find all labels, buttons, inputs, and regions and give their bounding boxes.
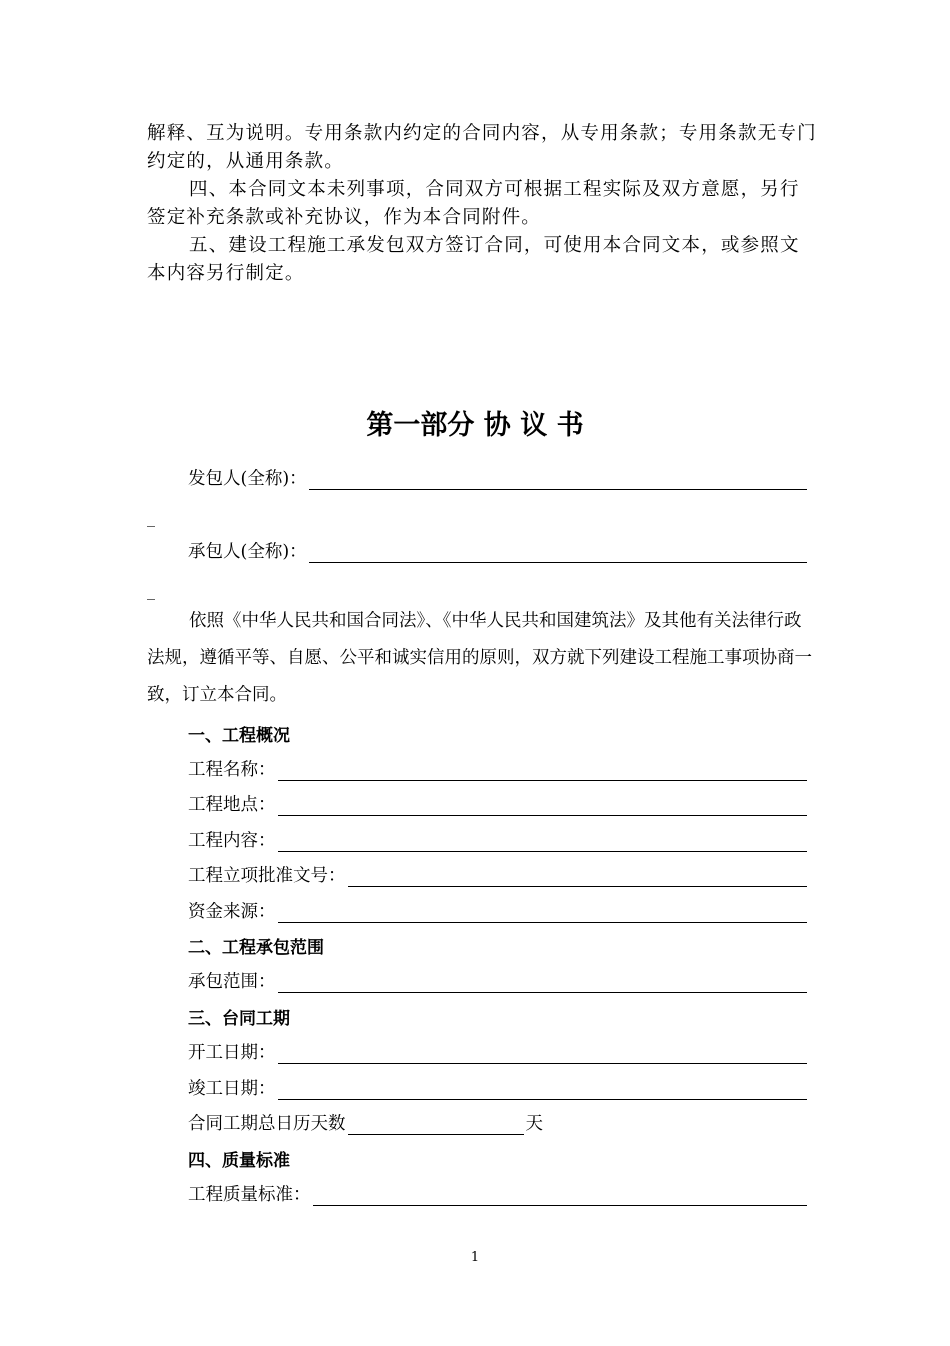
project-name-label: 工程名称： bbox=[188, 760, 276, 780]
total-days-unit: 天 bbox=[525, 1114, 543, 1134]
field-project-location bbox=[188, 791, 807, 816]
page-title-text: 第一部分 协 议 书 bbox=[366, 410, 584, 441]
total-days-label: 合同工期总日历天数 bbox=[188, 1114, 346, 1134]
field-start-date bbox=[188, 1039, 807, 1064]
field-finish-date bbox=[188, 1075, 807, 1100]
contractor-input-line[interactable] bbox=[309, 544, 807, 563]
intro-paragraph-3: 五、建设工程施工承发包双方签订合同，可使用本合同文本，或参照文本内容另行制定。 bbox=[147, 235, 800, 284]
page-number: 1 bbox=[470, 1250, 480, 1265]
quality-standard-line[interactable] bbox=[313, 1187, 808, 1206]
total-days-line[interactable] bbox=[348, 1116, 524, 1135]
section-heading-3: 三、台同工期 bbox=[188, 1009, 290, 1029]
finish-date-line[interactable] bbox=[278, 1081, 808, 1100]
approval-no-label: 工程立项批准文号： bbox=[188, 866, 346, 886]
field-project-name bbox=[188, 756, 807, 781]
employer-input-line[interactable] bbox=[309, 471, 807, 490]
intro-paragraph-2: 四、本合同文本未列事项，合同双方可根据工程实际及双方意愿，另行签定补充条款或补充协议，作为本合同附件。 bbox=[147, 179, 800, 228]
field-total-days bbox=[188, 1110, 543, 1135]
intro-paragraph-1: 解释、互为说明。专用条款内约定的合同内容，从专用条款；专用条款无专门约定的，从通用条款。 bbox=[147, 123, 817, 172]
approval-no-line[interactable] bbox=[348, 868, 808, 887]
scope-line[interactable] bbox=[278, 974, 808, 993]
project-location-label: 工程地点： bbox=[188, 795, 276, 815]
employer-dash: _ bbox=[147, 508, 155, 527]
project-content-line[interactable] bbox=[278, 833, 808, 852]
section-heading-4: 四、质量标准 bbox=[188, 1151, 290, 1171]
section-heading-2: 二、工程承包范围 bbox=[188, 938, 324, 958]
scope-label: 承包范围： bbox=[188, 972, 276, 992]
preamble bbox=[147, 603, 812, 714]
employer-label: 发包人(全称)： bbox=[188, 469, 307, 489]
fund-source-label: 资金来源： bbox=[188, 902, 276, 922]
field-project-content bbox=[188, 827, 807, 852]
finish-date-label: 竣工日期： bbox=[188, 1079, 276, 1099]
contractor-label: 承包人(全称)： bbox=[188, 542, 307, 562]
project-content-label: 工程内容： bbox=[188, 831, 276, 851]
field-quality-standard bbox=[188, 1181, 807, 1206]
field-scope bbox=[188, 968, 807, 993]
contractor-dash: _ bbox=[147, 581, 155, 600]
fund-source-line[interactable] bbox=[278, 904, 808, 923]
page-title bbox=[0, 403, 950, 442]
field-fund-source bbox=[188, 898, 807, 923]
employer-row bbox=[188, 465, 807, 490]
contractor-row bbox=[188, 538, 807, 563]
start-date-label: 开工日期： bbox=[188, 1043, 276, 1063]
quality-standard-label: 工程质量标准： bbox=[188, 1185, 311, 1205]
project-location-line[interactable] bbox=[278, 797, 808, 816]
section-heading-1: 一、工程概况 bbox=[188, 726, 290, 746]
project-name-line[interactable] bbox=[278, 762, 808, 781]
start-date-line[interactable] bbox=[278, 1045, 808, 1064]
preamble-text: 依照《中华人民共和国合同法》、《中华人民共和国建筑法》及其他有关法律行政法规，遵循平等、自愿、公平和诚实信用的原则，双方就下列建设工程施工事项协商一致，订立本合同。 bbox=[147, 611, 812, 705]
intro-text bbox=[147, 120, 817, 288]
field-approval-no bbox=[188, 862, 807, 887]
